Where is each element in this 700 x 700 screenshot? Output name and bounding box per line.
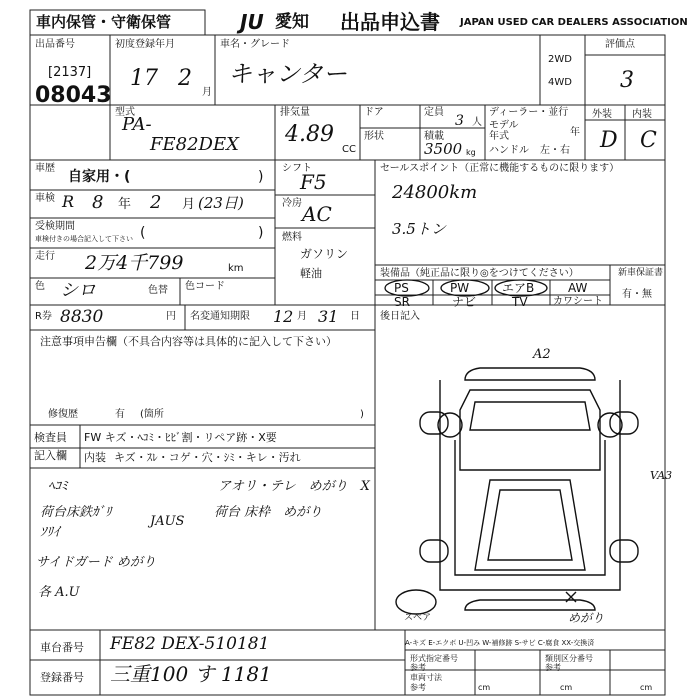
color-label: 色 [35, 281, 45, 292]
equipment-circles [378, 278, 610, 308]
car-name-label: 車名・グレード [220, 39, 290, 50]
recycle-label: R券 [35, 311, 52, 322]
load-value: 3500 [424, 140, 463, 158]
mileage-value: 2万4千799 [85, 252, 184, 274]
sales-points-label: セールスポイント（正常に機能するものに限ります） [380, 163, 620, 174]
dealer-year-unit: 年 [570, 127, 580, 138]
storage-title: 車内保管・守衛保管 [36, 13, 172, 31]
tax-expiry-day-unit: 日 [350, 311, 360, 322]
equipment-pw: PW [450, 281, 470, 295]
warranty-value: 有・無 [622, 289, 652, 300]
inspector-note-1: ﾍｺﾐ [48, 479, 68, 494]
doors-label: ドア [364, 107, 384, 118]
dealer-label: ディーラー・並行 [489, 107, 569, 118]
equipment-airbag: エアB [502, 281, 535, 295]
model-label: 型式 [115, 107, 135, 118]
model-code: FE82DEX [150, 134, 239, 155]
registration-year: 17 [130, 66, 158, 91]
lot-label: 出品番号 [35, 39, 75, 50]
inspector-fw-row: FW キズ・ﾍｺﾐ・ﾋﾋﾞ割・リペア跡・X要 [84, 431, 277, 444]
registration-month-unit: 月 [202, 87, 212, 98]
fuel-diesel: 軽油 [300, 267, 322, 280]
exterior-label: 外装 [592, 109, 612, 120]
inspector-int-label: 内装 [84, 451, 106, 464]
notes-label: 注意事項申告欄（不具合内容等は具体的に記入して下さい） [40, 335, 337, 348]
dimension-unit-1: cm [478, 683, 491, 692]
lot-bracket-number: [2137] [48, 65, 92, 80]
vehicle-dimensions-label: 車両寸法 [410, 673, 442, 682]
tax-expiry-month: 12 [273, 307, 294, 326]
aircon-value: AC [302, 202, 332, 226]
model-prefix: PA- [122, 114, 152, 135]
repair-history-value: 有 [115, 409, 125, 420]
equipment-sr: SR [394, 295, 410, 309]
association-name: 愛知 [275, 12, 309, 32]
after-entry-label: 後日記入 [380, 311, 420, 322]
equipment-label: 装備品（純正品に限り◎をつけてください） [380, 268, 579, 279]
recycle-unit: 円 [166, 311, 176, 322]
fuel-gasoline: ガソリン [300, 247, 349, 261]
grade-score-label: 評価点 [605, 39, 635, 50]
sales-point-mileage: 24800km [392, 182, 478, 203]
type-designation-label: 形式指定番号 [410, 654, 458, 663]
history-value: 自家用・( [68, 169, 131, 185]
shape-label: 形状 [364, 131, 384, 142]
color-value: シロ [60, 280, 96, 301]
fuel-label: 燃料 [282, 232, 302, 243]
history-label: 車歴 [35, 163, 55, 174]
form-title: 出品申込書 [340, 10, 440, 34]
displacement-label: 排気量 [280, 107, 310, 118]
inspection-month: 2 [150, 192, 162, 213]
inspector-entry-label: 記入欄 [34, 449, 67, 462]
color-replaced: 色替 [148, 285, 168, 296]
inspector-note-8: 各 A.U [38, 585, 80, 600]
inspector-note-7: サイドガード めがり [36, 555, 156, 570]
association-en: JAPAN USED CAR DEALERS ASSOCIATION [460, 17, 688, 28]
exterior-grade: D [600, 128, 618, 153]
aircon-label: 冷房 [282, 198, 302, 209]
inspection-month-unit: 月 [182, 197, 196, 212]
shift-value: F5 [300, 170, 327, 194]
registration-month: 2 [178, 66, 192, 91]
receipt-note: 車検付きの場合記入して下さい [35, 235, 133, 243]
load-label: 積載 [424, 131, 444, 142]
drive-4wd: 4WD [548, 77, 572, 88]
handle-label: ハンドル [489, 145, 529, 156]
inspection-year: 8 [92, 192, 104, 213]
dimension-unit-2: cm [560, 683, 573, 692]
inspection-year-unit: 年 [118, 197, 132, 212]
chassis-label: 車台番号 [40, 641, 84, 654]
capacity-unit: 人 [472, 117, 482, 128]
mileage-label: 走行 [35, 251, 55, 262]
equipment-ps: PS [394, 281, 409, 295]
diagram-spare-label: スペア [404, 613, 432, 623]
displacement-value: 4.89 [285, 122, 334, 147]
drive-2wd: 2WD [548, 54, 572, 65]
interior-grade: C [640, 128, 657, 153]
receipt-label: 受検期間 [35, 221, 75, 232]
model-year-label: モデル [489, 120, 519, 131]
inspection-day: (23日) [198, 194, 244, 212]
inspector-note-3: 荷台床鉄ｶﾞﾘ [40, 505, 112, 520]
color-code-label: 色コード [185, 281, 225, 292]
diagram-mark-a2: A2 [533, 347, 551, 362]
repair-bracket-open: (箇所 [140, 409, 164, 420]
reference-label-1: 参考 [410, 663, 426, 672]
capacity-label: 定員 [424, 107, 444, 118]
inspector-note-4: JAUS [150, 514, 185, 529]
inspector-note-5: 荷台 床枠 めがり [214, 505, 323, 520]
diagram-mark-va3: VA3 [650, 469, 673, 482]
tax-expiry-day: 31 [318, 307, 339, 326]
repair-bracket-close: ) [360, 409, 364, 420]
diagram-spare-note: めがり [568, 611, 605, 625]
tax-expiry-month-unit: 月 [297, 311, 307, 322]
equipment-tv: TV [512, 295, 528, 309]
repair-history-label: 修復歴 [48, 409, 78, 420]
receipt-close: ) [258, 225, 264, 241]
inspection-label: 車検 [35, 193, 55, 204]
reference-label-2: 参考 [545, 663, 561, 672]
tax-expiry-label: 名変通知期限 [190, 311, 250, 322]
capacity-value: 3 [455, 113, 464, 129]
handle-options: 左・右 [540, 145, 570, 156]
grade-score-value: 3 [620, 68, 634, 93]
mileage-unit: km [228, 263, 244, 274]
inspector-note-2: アオリ・テレ めがり X [218, 479, 370, 494]
equipment-navi: ナビ [452, 295, 477, 309]
damage-legend: A-キズ E-エクボ U-凹み W-補修跡 S-サビ C-腐食 XX-交換済 [405, 639, 595, 647]
sales-point-tonnage: 3.5トン [392, 220, 446, 238]
equipment-aw: AW [568, 281, 588, 295]
chassis-value: FE82 DEX-510181 [110, 634, 270, 654]
warranty-label: 新車保証書 [618, 268, 664, 278]
equipment-leather: カワシート [553, 296, 603, 307]
inspection-era: R [62, 192, 75, 211]
inspector-label: 検査員 [34, 431, 67, 444]
recycle-value: 8830 [60, 307, 104, 327]
receipt-open: ( [140, 225, 146, 241]
load-unit: kg [466, 148, 476, 157]
dimension-unit-3: cm [640, 683, 653, 692]
plate-value: 三重100 す 1181 [110, 662, 272, 686]
car-name-value: キャンター [228, 60, 348, 88]
inspector-int-row: キズ・ｽﾚ・コゲ・穴・ｼﾐ・キレ・汚れ [114, 451, 301, 464]
plate-label: 登録番号 [40, 671, 84, 684]
lot-number: 08043 [35, 83, 112, 108]
category-number-label: 類別区分番号 [545, 654, 593, 663]
history-close: ) [258, 169, 264, 185]
reference-label-3: 参考 [410, 683, 426, 692]
ju-logo: JU [240, 10, 264, 34]
registration-label: 初度登録年月 [115, 39, 175, 50]
inspector-note-6: ｿﾘｲ [40, 525, 60, 540]
year-style-label: 年式 [489, 131, 509, 142]
interior-label: 内装 [632, 109, 652, 120]
car-damage-diagram [380, 340, 665, 630]
shift-label: シフト [282, 163, 312, 174]
displacement-unit: CC [342, 144, 356, 155]
